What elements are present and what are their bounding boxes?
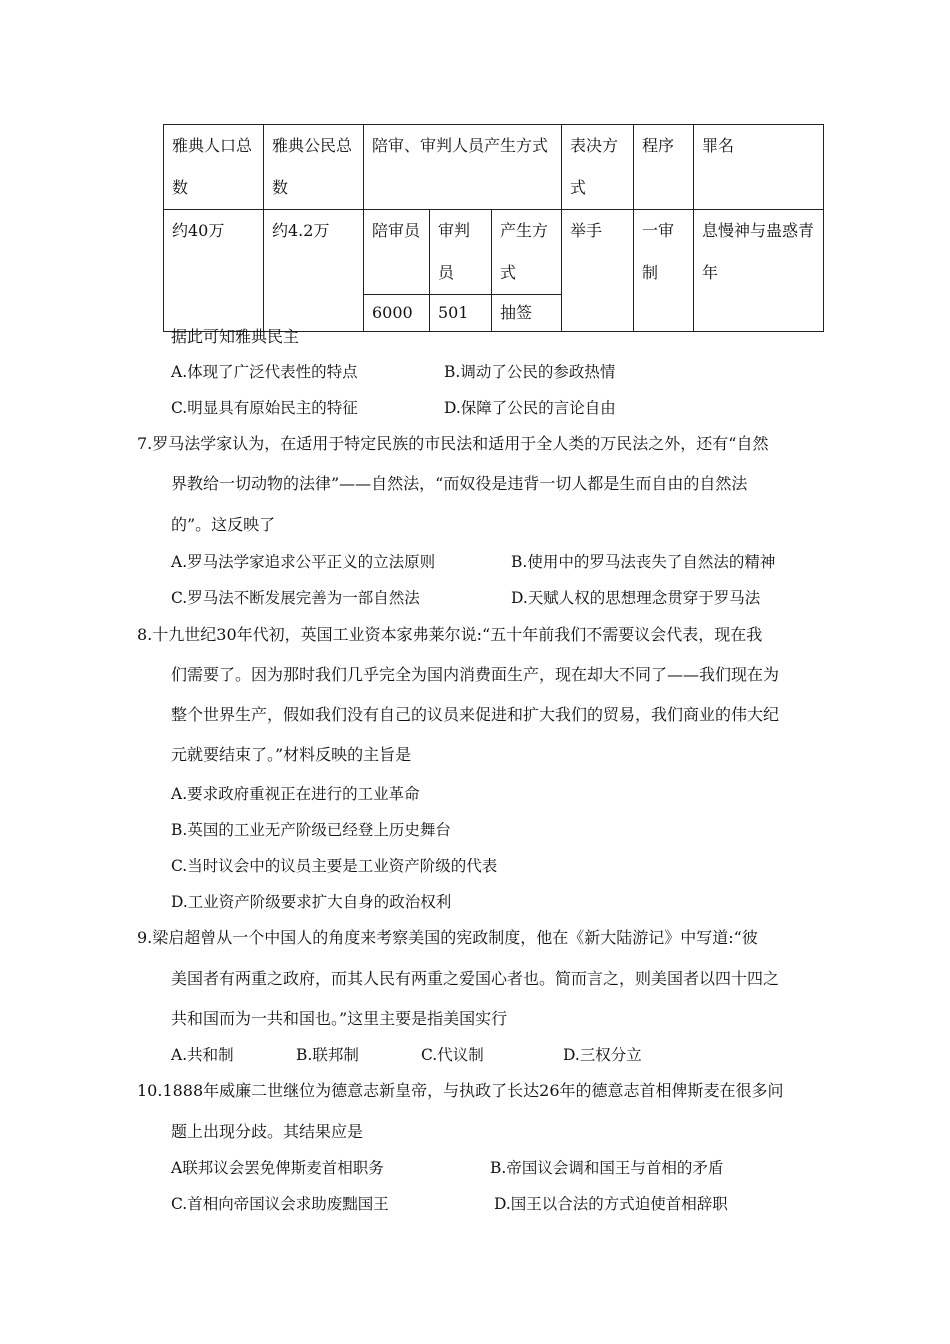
header-procedure: 程序 <box>634 125 694 210</box>
sub-header-jurors: 陪审员 <box>364 210 430 295</box>
cell-citizens: 约4.2万 <box>264 210 364 332</box>
q10-option-b[interactable]: B.帝国议会调和国王与首相的矛盾 <box>490 1159 724 1177</box>
cell-judges-count: 501 <box>430 295 492 332</box>
q7-option-d[interactable]: D.天赋人权的思想理念贯穿于罗马法 <box>511 589 761 607</box>
q8-line-3: 整个世界生产，假如我们没有自己的议员来促进和扩大我们的贸易，我们商业的伟大纪 <box>171 705 780 724</box>
sub-header-method: 产生方式 <box>492 210 562 295</box>
q9-line-3: 共和国而为一共和国也。”这里主要是指美国实行 <box>171 1009 508 1028</box>
cell-charge: 息慢神与蛊惑青年 <box>694 210 824 332</box>
q6-option-b[interactable]: B.调动了公民的参政热情 <box>444 363 616 381</box>
q8-line-4: 元就要结束了。”材料反映的主旨是 <box>171 745 412 764</box>
q6-option-c[interactable]: C.明显具有原始民主的特征 <box>171 399 358 417</box>
q10-line-2: 题上出现分歧。其结果应是 <box>171 1122 364 1141</box>
cell-jurors-count: 6000 <box>364 295 430 332</box>
q10-option-a[interactable]: A联邦议会罢免俾斯麦首相职务 <box>171 1159 384 1177</box>
q7-option-c[interactable]: C.罗马法不断发展完善为一部自然法 <box>171 589 420 607</box>
q10-option-c[interactable]: C.首相向帝国议会求助废黜国王 <box>171 1195 389 1213</box>
header-charge: 罪名 <box>694 125 824 210</box>
q9-option-b[interactable]: B.联邦制 <box>296 1046 359 1064</box>
q9-option-a[interactable]: A.共和制 <box>171 1046 234 1064</box>
q8-line-1: 8.十九世纪30年代初，英国工业资本家弗莱尔说:“五十年前我们不需要议会代表，现在我 <box>137 625 763 644</box>
trial-table <box>163 124 823 322</box>
header-voting: 表决方式 <box>562 125 634 210</box>
header-method: 陪审、审判人员产生方式 <box>364 125 562 210</box>
cell-method-value: 抽签 <box>492 295 562 332</box>
q9-option-d[interactable]: D.三权分立 <box>563 1046 642 1064</box>
q8-option-d[interactable]: D.工业资产阶级要求扩大自身的政治权利 <box>171 893 452 911</box>
q7-line-2: 界教给一切动物的法律”——自然法，“而奴役是违背一切人都是生而自由的自然法 <box>171 474 748 493</box>
q8-option-b[interactable]: B.英国的工业无产阶级已经登上历史舞台 <box>171 821 451 839</box>
q9-line-2: 美国者有两重之政府，而其人民有两重之爱国心者也。简而言之，则美国者以四十四之 <box>171 969 780 988</box>
q7-line-3: 的”。这反映了 <box>171 515 276 534</box>
cell-voting: 举手 <box>562 210 634 332</box>
q10-line-1: 10.1888年威廉二世继位为德意志新皇帝，与执政了长达26年的德意志首相俾斯麦在很多问 <box>137 1081 784 1100</box>
q7-option-b[interactable]: B.使用中的罗马法丧失了自然法的精神 <box>511 553 776 571</box>
q8-option-a[interactable]: A.要求政府重视正在进行的工业革命 <box>171 785 420 803</box>
q9-option-c[interactable]: C.代议制 <box>421 1046 484 1064</box>
q9-line-1: 9.梁启超曾从一个中国人的角度来考察美国的宪政制度，他在《新大陆游记》中写道:“彼 <box>137 928 758 947</box>
q6-stem: 据此可知雅典民主 <box>171 327 300 346</box>
q8-line-2: 们需要了。因为那时我们几乎完全为国内消费面生产，现在却大不同了——我们现在为 <box>171 665 780 684</box>
q6-option-d[interactable]: D.保障了公民的言论自由 <box>444 399 616 417</box>
cell-procedure: 一审制 <box>634 210 694 332</box>
q10-option-d[interactable]: D.国王以合法的方式迫使首相辞职 <box>494 1195 728 1213</box>
q8-option-c[interactable]: C.当时议会中的议员主要是工业资产阶级的代表 <box>171 857 498 875</box>
q7-option-a[interactable]: A.罗马法学家追求公平正义的立法原则 <box>171 553 436 571</box>
header-citizens: 雅典公民总数 <box>264 125 364 210</box>
header-population: 雅典人口总数 <box>164 125 264 210</box>
q6-option-a[interactable]: A.体现了广泛代表性的特点 <box>171 363 358 381</box>
q7-line-1: 7.罗马法学家认为，在适用于特定民族的市民法和适用于全人类的万民法之外，还有“自然 <box>137 434 769 453</box>
cell-population: 约40万 <box>164 210 264 332</box>
sub-header-judges: 审判员 <box>430 210 492 295</box>
